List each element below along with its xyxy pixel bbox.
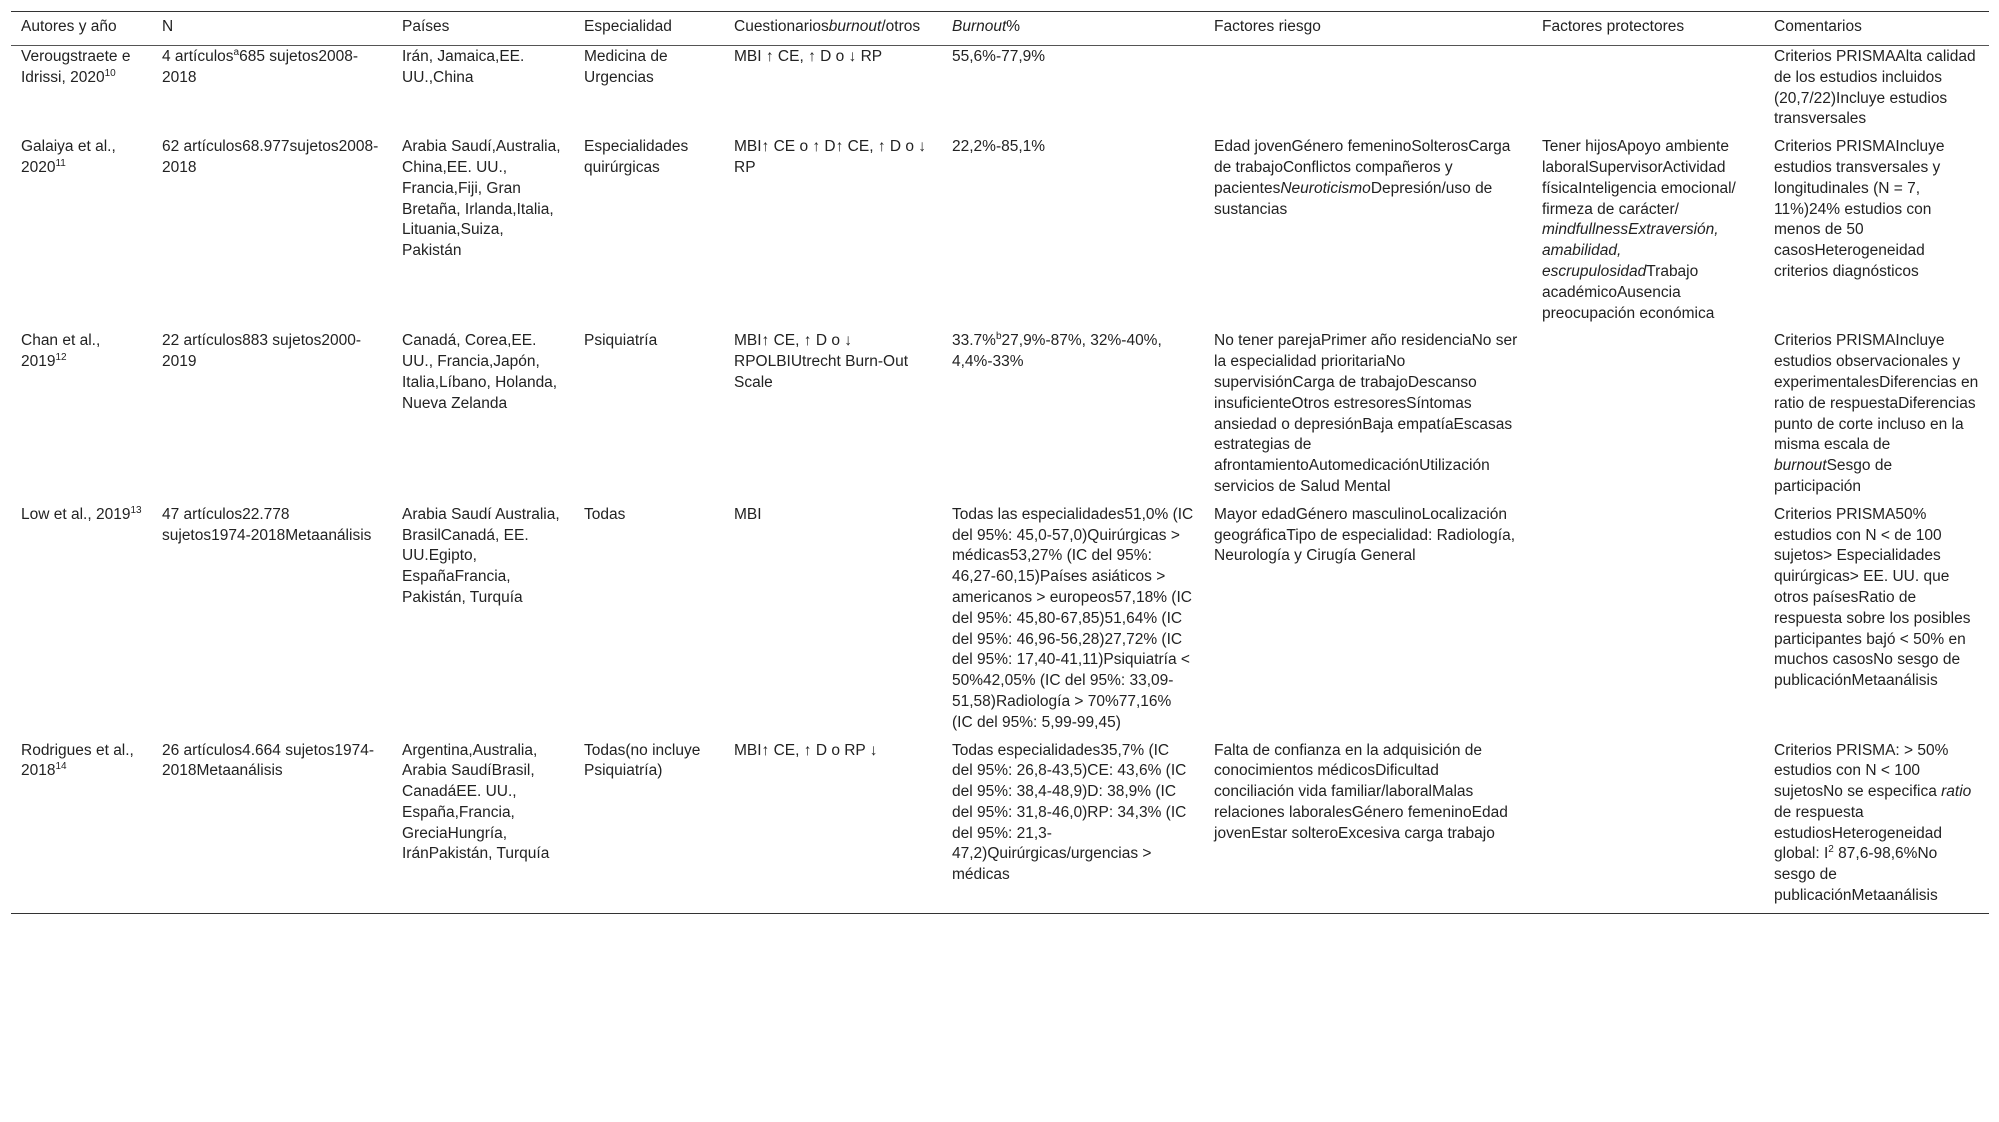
cell-specialty: Psiquiatría: [584, 332, 658, 350]
header-comments: Comentarios: [1774, 18, 1862, 35]
header-burnout-percent: %: [1006, 18, 1021, 35]
burnout-text: 33.7%: [952, 332, 996, 350]
cell-questionnaire: MBI↑ CE o ↑ D↑ CE, ↑ D o ↓ RP: [734, 138, 927, 176]
cell-protective: [1532, 136, 1764, 330]
header-protective-factors: Factores protectores: [1542, 18, 1685, 35]
header-questionnaires-others: /otros: [881, 18, 921, 35]
cell-comments: [1764, 740, 1989, 914]
cell-n: 22 artículos883 sujetos2000-2019: [162, 332, 362, 371]
header-n: N: [162, 18, 174, 35]
cell-questionnaire: MBI↑ CE, ↑ D o RP ↓: [734, 741, 878, 759]
reference-superscript: 10: [104, 67, 116, 79]
comments-text-continued: Sesgo de participación: [1774, 457, 1893, 495]
reference-superscript: 13: [130, 504, 142, 516]
comments-text-end: 87,6-98,6%No sesgo de publicaciónMetaanálisis: [1774, 845, 1938, 905]
table-row: [11, 330, 1989, 503]
footnote-superscript: a: [233, 46, 240, 58]
comments-italic: burnout: [1774, 457, 1827, 475]
cell-countries: Irán, Jamaica,EE. UU.,China: [402, 48, 525, 86]
cell-countries: Argentina,Australia, Arabia SaudíBrasil, CanadáEE. UU., España,Francia, GreciaHungría, IránPakistán, Turquía: [402, 741, 550, 863]
cell-risk: Falta de confianza en la adquisición de conocimientos médicosDificultad conciliación vida familiar/laboralMalas relaciones laboralesGénero femeninoEdad jovenEstar solteroExcesiva carga trabajo: [1214, 741, 1508, 842]
cell-author: [11, 504, 152, 740]
comments-text: Criterios PRISMA: > 50% estudios con N < 100 sujetosNo se especifica: [1774, 741, 1949, 801]
cell-risk: No tener parejaPrimer año residenciaNo ser la especialidad prioritariaNo supervisiónCarga de trabajoDescanso insuficienteOtros estresoresSíntomas ansiedad o depresiónBaja empatíaEscasas estrategias de afrontamientoAutomedicaciónUtilización servicios de Salud Mental: [1214, 332, 1518, 495]
cell-author: [11, 46, 152, 137]
cell-questionnaire: MBI ↑ CE, ↑ D o ↓ RP: [734, 48, 883, 65]
header-questionnaires: [724, 12, 942, 46]
comments-text-continued: de respuesta estudiosHeterogeneidad global: I: [1774, 803, 1943, 863]
burnout-text-continued: 27,9%-87%, 32%-40%, 4,4%-33%: [952, 332, 1162, 371]
cell-specialty: Todas(no incluye Psiquiatría): [584, 741, 701, 780]
cell-questionnaire: MBI↑ CE, ↑ D o ↓ RPOLBIUtrecht Burn-Out Scale: [734, 332, 909, 391]
cell-comments: Criterios PRISMAIncluye estudios transversales y longitudinales (N = 7, 11%)24% estudios con menos de 50 casosHeterogeneidad criterios diagnósticos: [1774, 138, 1945, 280]
protective-italic: mindfullnessExtraversión, amabilidad, escrupulosidad: [1542, 221, 1719, 280]
protective-text: Tener hijosApoyo ambiente laboralSupervisorActividad físicaInteligencia emocional/ firmeza de carácter/: [1542, 138, 1736, 218]
table-row: [11, 740, 1989, 914]
n-text: 4 artículos: [162, 48, 234, 65]
header-burnout-word: Burnout: [952, 18, 1007, 35]
table-row: [11, 504, 1989, 740]
header-questionnaires-text: Cuestionarios: [734, 18, 829, 35]
risk-text-continued: Depresión/uso de sustancias: [1214, 179, 1493, 218]
cell-burnout: [942, 330, 1204, 503]
superscript: 2: [1828, 844, 1834, 856]
cell-specialty: Medicina de Urgencias: [584, 48, 668, 86]
cell-burnout: Todas las especialidades51,0% (IC del 95%: 45,0-57,0)Quirúrgicas > médicas53,27% (IC del 95%: 46,27-60,15)Países asiáticos > americanos > europeos57,18% (IC del 95%: 45,80-67,85)51,64% (IC del 95%: 46,96-56,28)27,72% (IC del 95%: 17,40-41,11)Psiquiatría < 50%42,05% (IC del 95%: 33,09-51,58)Radiología > 70%77,16% (IC del 95%: 5,99-99,45): [952, 505, 1194, 731]
cell-n: 47 artículos22.778 sujetos1974-2018Metaanálisis: [162, 505, 372, 544]
cell-n: 62 artículos68.977sujetos2008-2018: [162, 138, 379, 176]
table-container: [11, 11, 1989, 914]
cell-protective: [1532, 330, 1764, 503]
header-row: [11, 12, 1989, 46]
cell-specialty: Especialidades quirúrgicas: [584, 138, 689, 176]
header-countries: Países: [402, 18, 450, 35]
cell-n: [152, 46, 392, 137]
cell-burnout: 22,2%-85,1%: [952, 138, 1046, 156]
header-risk-factors: Factores riesgo: [1214, 18, 1321, 35]
header-specialty: Especialidad: [584, 18, 672, 35]
risk-text: Edad jovenGénero femeninoSolterosCarga de trabajoConflictos compañeros y pacientes: [1214, 138, 1511, 197]
cell-comments: Criterios PRISMA50% estudios con N < de 100 sujetos> Especialidades quirúrgicas> EE. UU. que otros paísesRatio de respuesta sobre los posibles participantes bajó < 50% en muchos casosNo sesgo de publicaciónMetaanálisis: [1774, 505, 1971, 690]
cell-author: [11, 330, 152, 503]
cell-comments: Criterios PRISMAAlta calidad de los estudios incluidos (20,7/22)Incluye estudios transversales: [1774, 48, 1976, 128]
author-text: Verougstraete e Idrissi, 2020: [21, 48, 131, 86]
cell-risk: [1204, 46, 1532, 137]
protective-text-continued: Trabajo académicoAusencia preocupación económica: [1542, 262, 1715, 322]
cell-countries: Arabia Saudí Australia, BrasilCanadá, EE. UU.Egipto, EspañaFrancia, Pakistán, Turquía: [402, 505, 560, 606]
author-text: Chan et al., 2019: [21, 332, 101, 371]
cell-countries: Canadá, Corea,EE. UU., Francia,Japón, Italia,Líbano, Holanda, Nueva Zelanda: [402, 332, 558, 412]
author-text: Galaiya et al., 2020: [21, 138, 116, 176]
header-questionnaires-burnout: burnout: [828, 18, 882, 35]
cell-risk: [1204, 136, 1532, 330]
cell-protective: [1532, 504, 1764, 740]
cell-burnout: Todas especialidades35,7% (IC del 95%: 26,8-43,5)CE: 43,6% (IC del 95%: 38,4-48,9)D: 38,9% (IC del 95%: 31,8-46,0)RP: 34,3% (IC del 95%: 21,3-47,2)Quirúrgicas/urgencias > médicas: [952, 741, 1187, 884]
comments-italic: ratio: [1941, 783, 1972, 801]
reference-superscript: 14: [55, 761, 67, 773]
header-burnout: [942, 12, 1204, 46]
reference-superscript: 11: [55, 157, 66, 169]
footnote-superscript: b: [995, 331, 1002, 343]
table-row: [11, 136, 1989, 330]
cell-specialty: Todas: [584, 505, 626, 523]
cell-n: 26 artículos4.664 sujetos1974-2018Metaanálisis: [162, 741, 374, 780]
cell-protective: [1532, 46, 1764, 137]
comments-text: Criterios PRISMAIncluye estudios observacionales y experimentalesDiferencias en ratio de respuestaDiferencias punto de corte incluso en la misma escala de: [1774, 332, 1979, 454]
cell-questionnaire: MBI: [734, 505, 762, 523]
cell-burnout: 55,6%-77,9%: [952, 48, 1046, 65]
cell-countries: Arabia Saudí,Australia, China,EE. UU., Francia,Fiji, Gran Bretaña, Irlanda,Italia, Lituania,Suiza, Pakistán: [402, 138, 561, 260]
table-row: [11, 46, 1989, 137]
author-text: Low et al., 2019: [21, 505, 131, 523]
cell-risk: Mayor edadGénero masculinoLocalización geográficaTipo de especialidad: Radiología, Neurología y Cirugía General: [1214, 505, 1516, 565]
risk-italic: Neuroticismo: [1280, 179, 1371, 197]
cell-comments: [1764, 330, 1989, 503]
cell-author: [11, 740, 152, 914]
author-text: Rodrigues et al., 2018: [21, 741, 134, 780]
cell-author: [11, 136, 152, 330]
header-authors: Autores y año: [21, 18, 117, 35]
cell-protective: [1532, 740, 1764, 914]
systematic-reviews-table: [11, 11, 1989, 914]
n-text-continued: 685 sujetos2008-2018: [162, 48, 358, 86]
reference-superscript: 12: [55, 352, 67, 363]
